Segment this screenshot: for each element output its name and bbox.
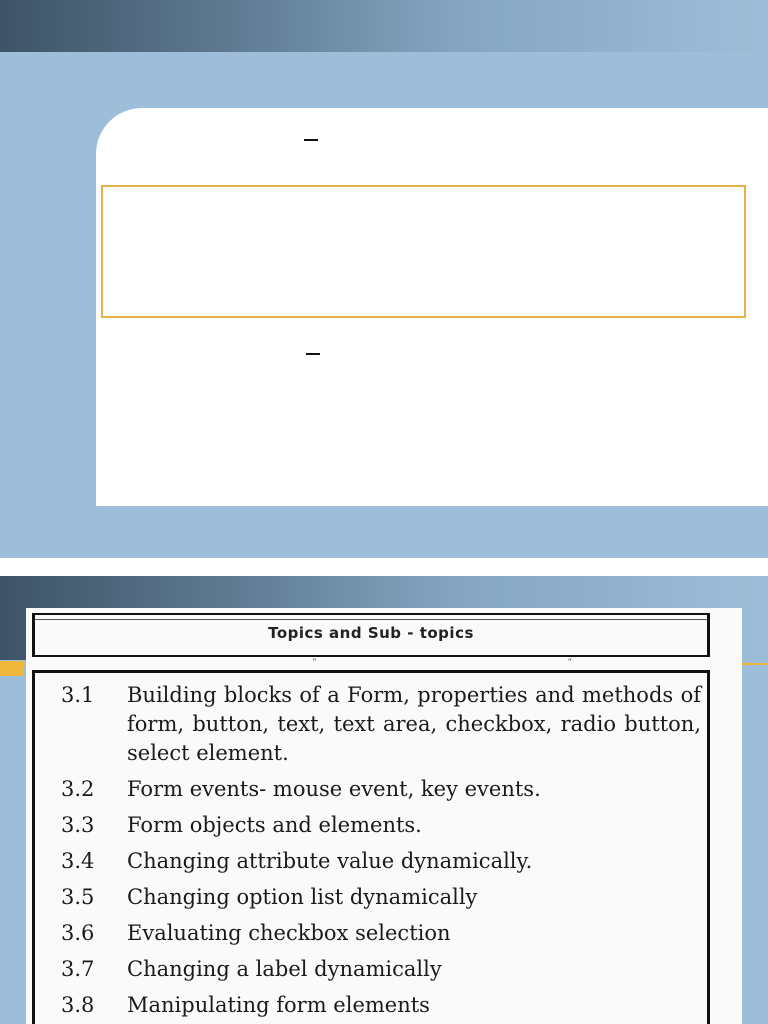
accent-square	[0, 661, 24, 676]
topic-text: Changing a label dynamically	[127, 957, 442, 981]
topic-text: Evaluating checkbox selection	[127, 921, 451, 945]
topic-number: 3.4	[61, 849, 95, 873]
topic-item	[61, 775, 701, 804]
topic-item	[61, 847, 701, 876]
highlight-box	[101, 185, 746, 318]
header-tick-marks	[312, 659, 572, 667]
topic-text: Manipulating form elements	[127, 993, 430, 1017]
tick-mark-right: “	[567, 658, 572, 668]
topic-item	[61, 991, 701, 1020]
slide-2	[0, 576, 768, 1024]
topic-number: 3.7	[61, 957, 95, 981]
slide-divider	[0, 558, 768, 576]
topic-list	[61, 681, 701, 1024]
topic-text: Changing attribute value dynamically.	[127, 849, 533, 873]
topic-item	[61, 811, 701, 840]
topic-item	[61, 883, 701, 912]
topic-text: Changing option list dynamically	[127, 885, 478, 909]
topic-number: 3.1	[61, 683, 95, 707]
topic-item	[61, 955, 701, 984]
dash-mark-top	[304, 139, 318, 141]
topics-header-box	[32, 613, 710, 657]
topic-number: 3.3	[61, 813, 95, 837]
topic-item	[61, 681, 701, 768]
topic-text: Form events- mouse event, key events.	[127, 777, 541, 801]
topic-number: 3.6	[61, 921, 95, 945]
topic-number: 3.2	[61, 777, 95, 801]
topic-item	[61, 919, 701, 948]
topics-content-box	[32, 670, 710, 1024]
slide-1-title-bar	[0, 0, 768, 52]
topic-number: 3.5	[61, 885, 95, 909]
topics-header-title: Topics and Sub - topics	[268, 624, 474, 642]
topic-text: Form objects and elements.	[127, 813, 422, 837]
dash-mark-bottom	[306, 353, 320, 355]
topic-number: 3.8	[61, 993, 95, 1017]
topic-text: Building blocks of a Form, properties and methods of form, button, text, text area, checkbox, radio button, select element.	[127, 683, 701, 765]
tick-mark-left: “	[312, 658, 317, 668]
slide-1-content-panel	[96, 108, 768, 506]
header-inner-rule	[35, 619, 707, 620]
scanned-page	[26, 608, 742, 1024]
